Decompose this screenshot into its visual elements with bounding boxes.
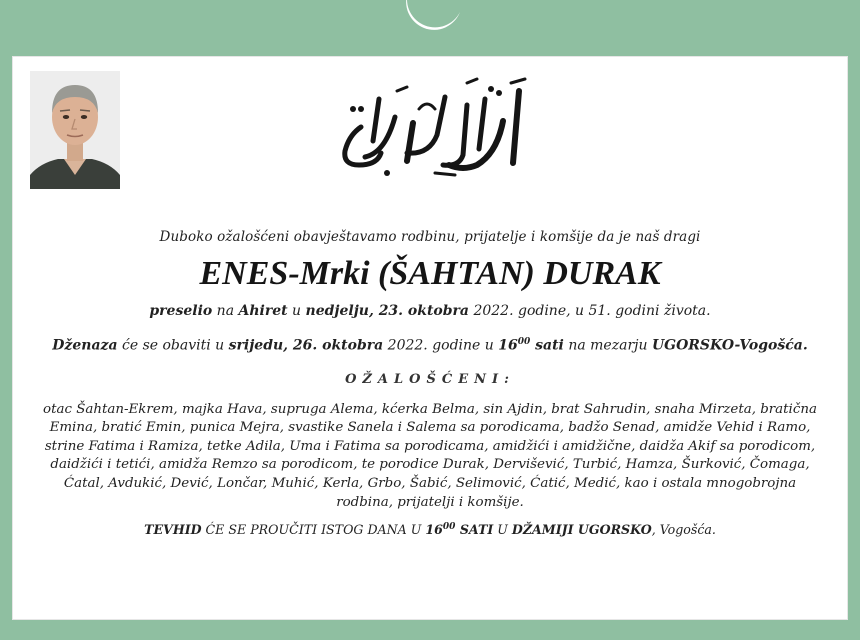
tevhid-text-2: U bbox=[493, 522, 512, 538]
death-word-2: Ahiret bbox=[238, 303, 288, 319]
death-text-1: na bbox=[212, 303, 239, 319]
funeral-date: srijedu, 26. oktobra bbox=[228, 337, 384, 354]
death-text-3: 2022. godine, u 51. godini života. bbox=[469, 303, 711, 319]
funeral-word-1: Dženaza bbox=[52, 337, 118, 354]
tevhid-minutes: 00 bbox=[442, 522, 456, 533]
death-date: nedjelju, 23. oktobra bbox=[305, 303, 469, 319]
funeral-announcement bbox=[13, 337, 847, 354]
funeral-hour: 16 bbox=[498, 337, 518, 354]
funeral-text-1: će se obaviti u bbox=[117, 337, 229, 354]
obituary-card bbox=[12, 56, 848, 620]
tevhid-text-1: ĆE SE PROUČITI ISTOG DANA U bbox=[201, 522, 426, 538]
funeral-text-3: na mezarju bbox=[563, 337, 652, 354]
death-text-2: u bbox=[287, 303, 306, 319]
funeral-place: UGORSKO-Vogošća. bbox=[651, 337, 808, 354]
death-announcement bbox=[13, 303, 847, 319]
deceased-name: ENES-Mrki (ŠAHTAN) DURAK bbox=[199, 255, 661, 292]
funeral-text-2: 2022. godine u bbox=[383, 337, 499, 354]
funeral-word-3: sati bbox=[530, 337, 564, 354]
funeral-minutes: 00 bbox=[517, 337, 531, 347]
death-word-1: preselio bbox=[149, 303, 213, 319]
tevhid-hour: 16 bbox=[425, 522, 443, 538]
mourners-list: otac Šahtan-Ekrem, majka Hava, supruga Alema, kćerka Belma, sin Ajdin, brat Sahrudin, snaha Mirzeta, bratična Emina, bratić Emin, punica Mejra, svastike Sanela i Salema sa porodicama, badžo Senad, amidže Vehid i Ramo, strine Fatima i Ramiza, tetke Adila, Uma i Fatima sa porodicama, amidžići i amidžične, daidža Akif sa porodicom, daidžići i tetići, amidža Remzo sa porodicom, te porodice Durak, Dervišević, Turbić, Hamza, Šurković, Čomaga, Ćatal, Avdukić, Dević, Lončar, Muhić, Kerla, Grbo, Šabić, Selimović, Ćatić, Medić, kao i ostala mnogobrojna rodbina, prijatelji i komšije. bbox=[43, 401, 817, 510]
obituary-text bbox=[13, 229, 847, 537]
tevhid-word-2: SATI bbox=[455, 522, 494, 538]
portrait-photo bbox=[30, 71, 120, 189]
arabic-calligraphy bbox=[327, 69, 537, 189]
tevhid-word-1: TEVHID bbox=[144, 522, 202, 538]
tevhid-place: DŽAMIJI UGORSKO bbox=[511, 522, 652, 538]
mourners-heading: OŽALOŠĆENI: bbox=[345, 371, 515, 387]
crescent-icon bbox=[394, 0, 474, 36]
tevhid-text-3: , Vogošća. bbox=[651, 522, 716, 538]
intro-text: Duboko ožalošćeni obavještavamo rodbinu, prijatelje i komšije da je naš dragi bbox=[159, 229, 701, 245]
tevhid-announcement bbox=[13, 522, 847, 537]
